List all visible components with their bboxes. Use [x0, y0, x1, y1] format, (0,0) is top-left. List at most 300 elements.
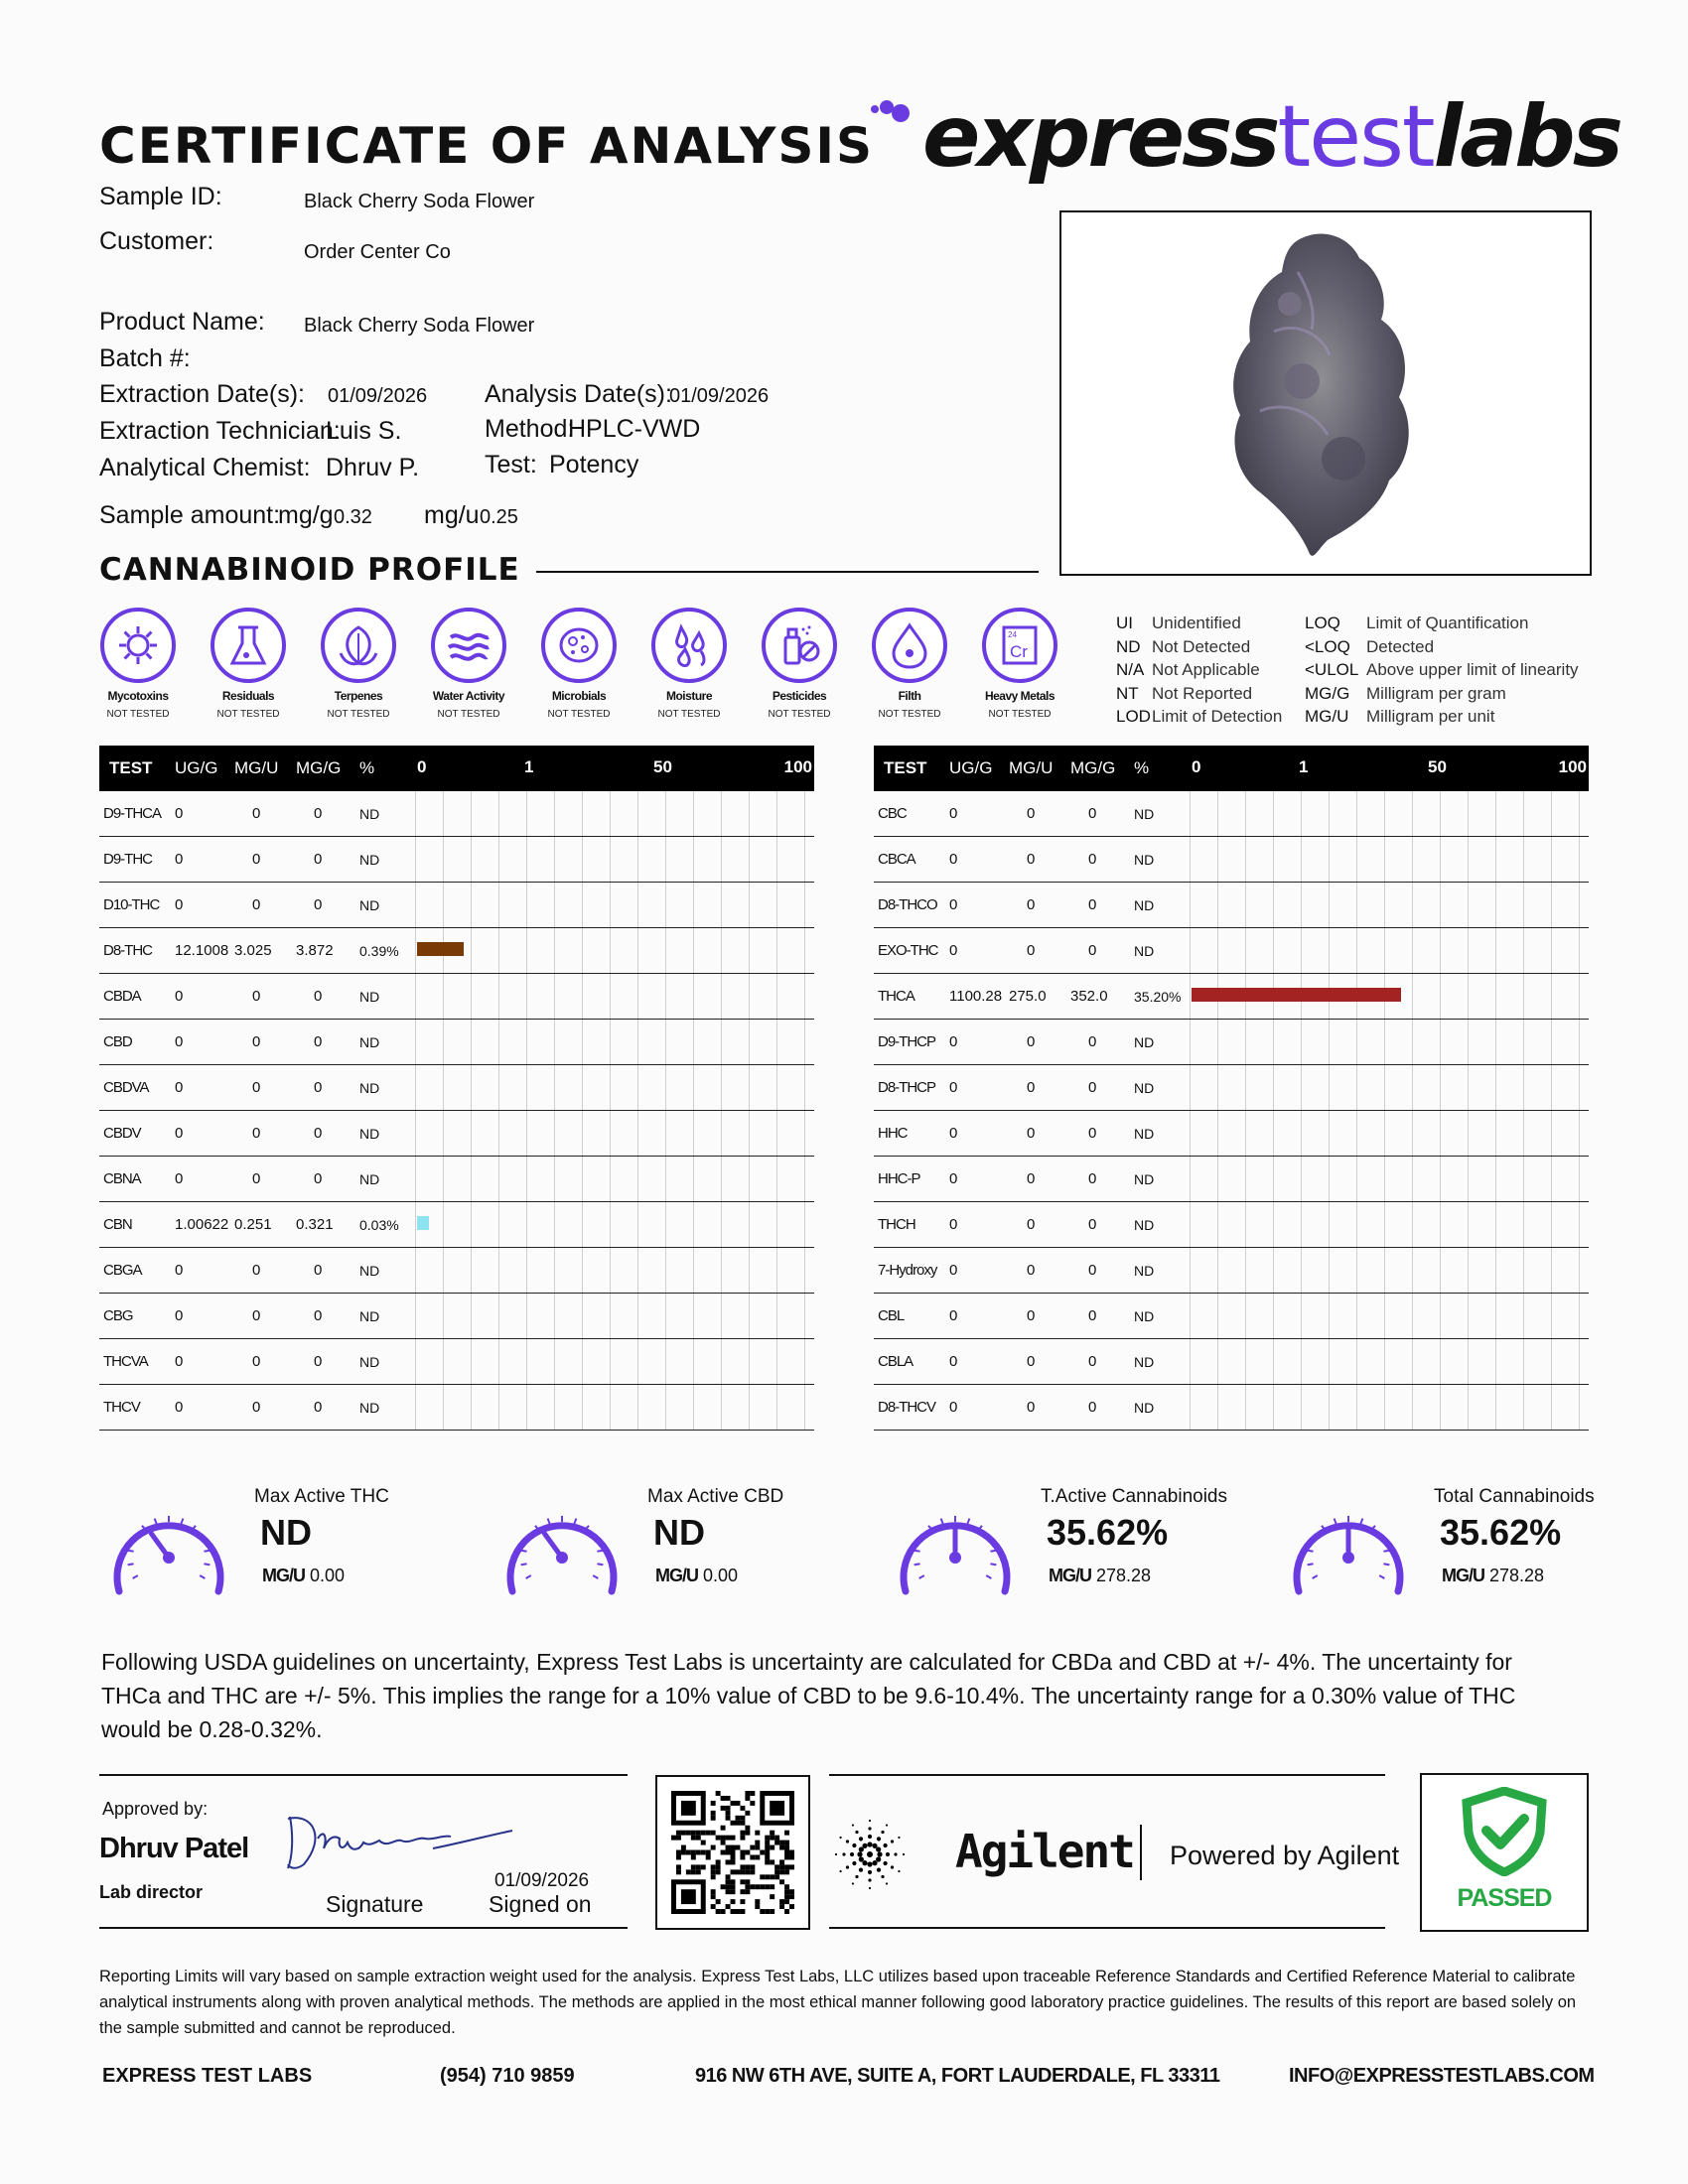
- cell-ugg: 0: [949, 1157, 1009, 1202]
- mgg-label: mg/g: [278, 501, 334, 529]
- cell-mgu: 0: [1009, 1020, 1070, 1065]
- cell-mgu: 0: [234, 1065, 296, 1111]
- cell-bar: [1190, 974, 1589, 1020]
- table-row: [874, 1020, 1589, 1065]
- test-category-microbials: [524, 606, 633, 720]
- gauge-mgu-label: MG/U: [1442, 1566, 1484, 1585]
- cell-pct: ND: [359, 974, 415, 1020]
- column-header-ugg: UG/G: [949, 746, 1009, 791]
- agilent-top-line: [829, 1774, 1385, 1776]
- cell-mgg: 0: [1070, 928, 1134, 974]
- mgu-value: 0.25: [480, 506, 518, 528]
- signature-label: Signature: [326, 1891, 424, 1917]
- legend-abbr: N/A: [1116, 660, 1145, 679]
- cell-test: EXO-THC: [874, 928, 949, 974]
- cell-pct: 0.03%: [359, 1202, 415, 1248]
- cell-mgu: 0: [1009, 791, 1070, 837]
- cell-bar: [1190, 1202, 1589, 1248]
- cell-test: CBDV: [99, 1111, 175, 1157]
- cell-pct: ND: [1134, 1248, 1190, 1294]
- category-status: NOT TESTED: [547, 709, 611, 720]
- cell-pct: ND: [359, 1157, 415, 1202]
- gauge-mgu: [655, 1566, 738, 1586]
- legend-desc: Not Reported: [1152, 683, 1253, 703]
- table-row: [99, 837, 814, 883]
- test-category-water-activity: [414, 606, 523, 720]
- cell-bar: [415, 928, 814, 974]
- legend-entry: [1116, 707, 1282, 727]
- cell-ugg: 0: [949, 928, 1009, 974]
- cell-test: D8-THCV: [874, 1385, 949, 1431]
- table-row: [99, 1202, 814, 1248]
- scale-tick-label: 50: [653, 757, 672, 776]
- cell-pct: ND: [359, 1385, 415, 1431]
- cell-mgg: 0: [1070, 791, 1134, 837]
- legend-desc: Above upper limit of linearity: [1366, 660, 1579, 679]
- cell-test: D10-THC: [99, 883, 175, 928]
- mgu-label: mg/u: [424, 501, 480, 529]
- category-status: NOT TESTED: [437, 709, 500, 720]
- cell-ugg: 0: [949, 1065, 1009, 1111]
- customer-value: Order Center Co: [304, 241, 451, 263]
- cell-mgg: 352.0: [1070, 974, 1134, 1020]
- gauge-caption: T.Active Cannabinoids: [1041, 1486, 1227, 1507]
- cell-bar: [1190, 1294, 1589, 1339]
- cell-test: HHC: [874, 1111, 949, 1157]
- approver-name: Dhruv Patel: [99, 1833, 249, 1864]
- logo-dots-icon: [869, 99, 918, 139]
- page-title: CERTIFICATE OF ANALYSIS: [99, 117, 874, 175]
- cell-mgg: 0: [296, 1385, 359, 1431]
- results-table-right: [874, 746, 1589, 1431]
- cell-mgu: 0: [234, 974, 296, 1020]
- cell-mgg: 0: [1070, 1111, 1134, 1157]
- cell-mgg: 0: [296, 1065, 359, 1111]
- cell-mgg: 0: [296, 1020, 359, 1065]
- cell-mgu: 0.251: [234, 1202, 296, 1248]
- gauge-mgu-value: 278.28: [1091, 1566, 1152, 1585]
- agilent-name: Agilent: [955, 1825, 1134, 1878]
- cell-pct: ND: [1134, 791, 1190, 837]
- cell-ugg: 0: [175, 1294, 234, 1339]
- method-label: Method:: [485, 415, 575, 443]
- test-category-mycotoxins: [83, 606, 193, 720]
- legend-entry: [1305, 684, 1506, 704]
- cell-pct: ND: [359, 1111, 415, 1157]
- cell-mgg: 0: [296, 1294, 359, 1339]
- summary-gauges: [99, 1484, 1595, 1603]
- cell-test: D9-THCA: [99, 791, 175, 837]
- cell-mgu: 0: [1009, 1339, 1070, 1385]
- legend-desc: Detected: [1366, 636, 1435, 656]
- qr-code: [671, 1791, 794, 1914]
- cell-pct: ND: [1134, 1294, 1190, 1339]
- cell-bar: [1190, 791, 1589, 837]
- cell-mgg: 0: [296, 837, 359, 883]
- cell-bar: [1190, 1065, 1589, 1111]
- scale-tick-label: 1: [1299, 757, 1309, 776]
- cell-ugg: 0: [949, 883, 1009, 928]
- gauge-value: ND: [260, 1512, 312, 1553]
- cell-test: CBCA: [874, 837, 949, 883]
- drop-icon: [870, 606, 949, 685]
- microbe-icon: [539, 606, 619, 685]
- cell-mgu: 0: [1009, 1157, 1070, 1202]
- column-header-scale: [415, 746, 814, 791]
- category-name: Water Activity: [432, 689, 505, 703]
- cell-pct: ND: [359, 1020, 415, 1065]
- test-category-residuals: [194, 606, 303, 720]
- cell-mgu: 0: [1009, 1202, 1070, 1248]
- table-row: [874, 1248, 1589, 1294]
- cell-mgg: 0: [1070, 1248, 1134, 1294]
- scale-tick-label: 100: [1558, 757, 1587, 776]
- cell-bar: [415, 883, 814, 928]
- gauge-mgu: [1442, 1566, 1544, 1586]
- cell-test: D8-THC: [99, 928, 175, 974]
- cell-mgu: 0: [234, 1157, 296, 1202]
- gauge-caption: Max Active THC: [254, 1486, 389, 1507]
- cell-ugg: 0: [949, 1248, 1009, 1294]
- cell-ugg: 0: [949, 1339, 1009, 1385]
- cell-test: CBD: [99, 1020, 175, 1065]
- gauge-mgu: [1049, 1566, 1151, 1586]
- legend-desc: Milligram per gram: [1366, 683, 1506, 703]
- table-row: [874, 1385, 1589, 1431]
- cell-bar: [415, 791, 814, 837]
- cell-mgg: 0: [296, 1157, 359, 1202]
- cell-mgu: 0: [234, 1111, 296, 1157]
- agilent-bottom-line: [829, 1927, 1385, 1929]
- cell-ugg: 0: [175, 1065, 234, 1111]
- legend-desc: Unidentified: [1152, 614, 1241, 632]
- footer-address: 916 NW 6TH AVE, SUITE A, FORT LAUDERDALE, FL 33311: [695, 2065, 1220, 2087]
- cell-mgu: 0: [1009, 883, 1070, 928]
- category-name: Residuals: [221, 689, 275, 703]
- legend-entry: [1116, 660, 1260, 680]
- legend-entry: [1116, 637, 1250, 657]
- cell-ugg: 0: [175, 883, 234, 928]
- cell-ugg: 0: [949, 1385, 1009, 1431]
- table-row: [99, 1065, 814, 1111]
- cell-ugg: 0: [175, 791, 234, 837]
- cell-bar: [1190, 1339, 1589, 1385]
- table-row: [874, 883, 1589, 928]
- cell-ugg: 1.00622: [175, 1202, 234, 1248]
- cell-mgu: 0: [1009, 1385, 1070, 1431]
- cell-pct: ND: [1134, 1385, 1190, 1431]
- cell-mgu: 0: [1009, 1065, 1070, 1111]
- cell-mgu: 0: [1009, 928, 1070, 974]
- cell-mgu: 275.0: [1009, 974, 1070, 1020]
- cell-pct: ND: [1134, 1202, 1190, 1248]
- table-row: [874, 1294, 1589, 1339]
- category-name: Filth: [898, 689, 921, 703]
- cell-ugg: 0: [949, 1020, 1009, 1065]
- chemist-label: Analytical Chemist:: [99, 454, 311, 481]
- table-row: [874, 791, 1589, 837]
- legend-desc: Limit of Detection: [1152, 707, 1283, 726]
- cell-ugg: 0: [949, 837, 1009, 883]
- cell-ugg: 0: [175, 1020, 234, 1065]
- cell-bar: [1190, 928, 1589, 974]
- gauge-dial-icon: [498, 1496, 626, 1605]
- legend-abbr: NT: [1116, 683, 1139, 703]
- test-category-pesticides: [745, 606, 854, 720]
- gauge-dial-icon: [1285, 1496, 1412, 1605]
- droplets-icon: [649, 606, 729, 685]
- legend-abbr: ND: [1116, 636, 1141, 656]
- cell-test: CBG: [99, 1294, 175, 1339]
- cell-mgu: 3.025: [234, 928, 296, 974]
- cell-test: CBGA: [99, 1248, 175, 1294]
- table-row: [99, 1339, 814, 1385]
- category-name: Heavy Metals: [984, 689, 1055, 703]
- shield-check-icon: [1457, 1787, 1552, 1876]
- legend-abbr: MG/G: [1305, 683, 1350, 703]
- table-row: [99, 974, 814, 1020]
- cell-pct: ND: [1134, 1020, 1190, 1065]
- cell-ugg: 0: [175, 974, 234, 1020]
- cell-test: CBDVA: [99, 1065, 175, 1111]
- legend-entry: [1305, 614, 1528, 633]
- table-row: [99, 883, 814, 928]
- cell-pct: ND: [1134, 1065, 1190, 1111]
- cell-bar: [1190, 1157, 1589, 1202]
- cannabinoid-profile-title: CANNABINOID PROFILE: [99, 552, 520, 588]
- table-row: [99, 1248, 814, 1294]
- cell-ugg: 0: [175, 1111, 234, 1157]
- test-label: Test:: [485, 451, 537, 478]
- gauge-mgu-value: 0.00: [305, 1566, 346, 1585]
- cell-mgg: 0.321: [296, 1202, 359, 1248]
- cell-mgg: 0: [1070, 1202, 1134, 1248]
- column-header-mgg: MG/G: [1070, 746, 1134, 791]
- cell-bar: [415, 1294, 814, 1339]
- cell-mgu: 0: [1009, 837, 1070, 883]
- legend-entry: [1305, 707, 1494, 727]
- gauge-mgu-label: MG/U: [655, 1566, 698, 1585]
- legend-abbr: MG/U: [1305, 707, 1349, 726]
- cell-test: HHC-P: [874, 1157, 949, 1202]
- cell-ugg: 0: [175, 1248, 234, 1294]
- category-status: NOT TESTED: [878, 709, 941, 720]
- cell-test: CBDA: [99, 974, 175, 1020]
- gauge-mgu: [262, 1566, 345, 1586]
- cell-pct: ND: [1134, 1111, 1190, 1157]
- company-logo: [869, 87, 1620, 187]
- table-row: [874, 837, 1589, 883]
- category-name: Moisture: [665, 689, 712, 703]
- cell-test: 7-Hydroxy: [874, 1248, 949, 1294]
- gauge-2: [886, 1484, 1263, 1603]
- leaf-icon: [319, 606, 398, 685]
- logo-test: test: [1277, 87, 1434, 187]
- svg-text:24: 24: [1008, 630, 1017, 639]
- cell-ugg: 0: [175, 1157, 234, 1202]
- cell-test: CBN: [99, 1202, 175, 1248]
- extraction-date-label: Extraction Date(s):: [99, 380, 306, 408]
- table-row: [874, 1111, 1589, 1157]
- cell-test: D8-THCP: [874, 1065, 949, 1111]
- legend-desc: Limit of Quantification: [1366, 614, 1529, 632]
- legend-entry: [1305, 660, 1579, 680]
- reporting-footnote: Reporting Limits will vary based on sample extraction weight used for the analysis. Express Test Labs, LLC utilizes based upon traceable Reference Standards and Certified Reference Material to calibrate analytical instruments along with proven analytical methods. The methods are applied in the most ethical manner following good laboratory practice guidelines. The results of this report are based solely on the sample submitted and cannot be reproduced.: [99, 1968, 1577, 2037]
- cell-bar: [415, 1385, 814, 1431]
- cell-test: CBLA: [874, 1339, 949, 1385]
- logo-labs: labs: [1433, 87, 1620, 187]
- approval-top-line: [99, 1774, 628, 1776]
- cell-mgg: 0: [296, 1248, 359, 1294]
- test-category-moisture: [634, 606, 744, 720]
- cell-mgu: 0: [234, 1294, 296, 1339]
- legend-desc: Not Applicable: [1152, 660, 1260, 679]
- product-photo: [1059, 210, 1592, 576]
- gauge-mgu-label: MG/U: [1049, 1566, 1091, 1585]
- legend-desc: Milligram per unit: [1366, 707, 1495, 726]
- cell-mgg: 0: [296, 883, 359, 928]
- water-icon: [429, 606, 508, 685]
- category-status: NOT TESTED: [988, 709, 1052, 720]
- column-header-mgu: MG/U: [234, 746, 296, 791]
- cell-pct: ND: [1134, 883, 1190, 928]
- spray-icon: [760, 606, 839, 685]
- cell-ugg: 0: [175, 1385, 234, 1431]
- cell-mgg: 0: [1070, 1065, 1134, 1111]
- test-value: Potency: [549, 451, 639, 478]
- product-label: Product Name:: [99, 308, 265, 336]
- flask-icon: [209, 606, 288, 685]
- gauge-mgu-value: 0.00: [698, 1566, 739, 1585]
- uncertainty-note: Following USDA guidelines on uncertainty, Express Test Labs is uncertainty are calculated for CBDa and CBD at +/- 4%. The uncertainty for THCa and THC are +/- 5%. This implies the range for a 10% value of CBD to be 9.6-10.4%. The uncertainty range for a 0.30% value of THC would be 0.28-0.32%.: [101, 1649, 1516, 1742]
- footer-company: EXPRESS TEST LABS: [102, 2065, 313, 2087]
- product-value: Black Cherry Soda Flower: [304, 315, 535, 337]
- value-bar: [1192, 988, 1401, 1002]
- category-status: NOT TESTED: [106, 709, 170, 720]
- cell-ugg: 0: [949, 1111, 1009, 1157]
- legend-abbr: LOQ: [1305, 614, 1340, 632]
- cell-ugg: 0: [949, 1294, 1009, 1339]
- signed-on-label: Signed on: [489, 1891, 592, 1917]
- technician-value: Luis S.: [326, 417, 402, 445]
- table-row: [874, 928, 1589, 974]
- scale-tick-label: 50: [1428, 757, 1447, 776]
- table-row: [99, 1385, 814, 1431]
- cell-test: THCH: [874, 1202, 949, 1248]
- cell-pct: ND: [1134, 1157, 1190, 1202]
- gauge-mgu-label: MG/U: [262, 1566, 305, 1585]
- gauge-dial-icon: [105, 1496, 232, 1605]
- table-row: [874, 974, 1589, 1020]
- sample-id-label: Sample ID:: [99, 183, 222, 210]
- cell-mgg: 3.872: [296, 928, 359, 974]
- cell-bar: [415, 1157, 814, 1202]
- cell-bar: [1190, 837, 1589, 883]
- cell-bar: [1190, 1385, 1589, 1431]
- method-value: HPLC-VWD: [568, 415, 701, 443]
- cell-mgu: 0: [234, 1339, 296, 1385]
- legend-entry: [1305, 637, 1434, 657]
- table-row: [99, 1157, 814, 1202]
- svg-text:Cr: Cr: [1010, 642, 1028, 661]
- logo-express: express: [922, 87, 1278, 187]
- cell-bar: [1190, 883, 1589, 928]
- qr-code-box[interactable]: [655, 1775, 810, 1930]
- cell-mgu: 0: [1009, 1248, 1070, 1294]
- cell-test: D9-THCP: [874, 1020, 949, 1065]
- test-categories: [83, 606, 1076, 735]
- cell-pct: ND: [359, 791, 415, 837]
- scale-tick-label: 0: [417, 757, 427, 776]
- cell-mgu: 0: [234, 1385, 296, 1431]
- scale-tick-label: 100: [783, 757, 812, 776]
- column-header-scale: [1190, 746, 1589, 791]
- category-status: NOT TESTED: [657, 709, 721, 720]
- cell-mgg: 0: [296, 1111, 359, 1157]
- cell-mgg: 0: [296, 791, 359, 837]
- table-row: [874, 1202, 1589, 1248]
- column-header-mgg: MG/G: [296, 746, 359, 791]
- table-row: [99, 1111, 814, 1157]
- legend-abbr: UI: [1116, 614, 1133, 632]
- cell-bar: [415, 1111, 814, 1157]
- column-header-test: TEST: [874, 746, 949, 791]
- cell-mgu: 0: [234, 883, 296, 928]
- table-row: [99, 791, 814, 837]
- cell-pct: ND: [1134, 1339, 1190, 1385]
- test-category-heavy-metals: [965, 606, 1074, 720]
- footer-phone[interactable]: (954) 710 9859: [440, 2065, 575, 2087]
- table-row: [874, 1065, 1589, 1111]
- gauge-value: 35.62%: [1047, 1512, 1169, 1553]
- category-status: NOT TESTED: [216, 709, 280, 720]
- analysis-date-value: 01/09/2026: [669, 385, 770, 407]
- cell-pct: ND: [359, 1339, 415, 1385]
- approver-role: Lab director: [99, 1882, 204, 1902]
- column-header-test: TEST: [99, 746, 175, 791]
- mgg-value: 0.32: [334, 506, 372, 528]
- cell-mgu: 0: [234, 837, 296, 883]
- batch-label: Batch #:: [99, 344, 191, 372]
- cell-bar: [415, 1248, 814, 1294]
- cell-test: D9-THC: [99, 837, 175, 883]
- cell-bar: [415, 974, 814, 1020]
- cell-bar: [1190, 1020, 1589, 1065]
- cell-bar: [1190, 1111, 1589, 1157]
- results-table-left: [99, 746, 814, 1431]
- legend-abbr: <LOQ: [1305, 636, 1350, 656]
- cell-test: CBL: [874, 1294, 949, 1339]
- sample-amount-label: Sample amount:: [99, 501, 281, 529]
- analysis-date-label: Analysis Date(s):: [485, 380, 672, 408]
- gauge-value: 35.62%: [1440, 1512, 1562, 1553]
- agilent-spark-icon: [830, 1815, 910, 1894]
- mycotoxins-icon: [98, 606, 178, 685]
- cell-mgg: 0: [1070, 1339, 1134, 1385]
- test-category-filth: [855, 606, 964, 720]
- approval-bottom-line: [99, 1927, 628, 1929]
- legend-abbr: <ULOL: [1305, 660, 1359, 679]
- gauge-mgu-value: 278.28: [1484, 1566, 1545, 1585]
- table-row: [99, 1020, 814, 1065]
- cell-ugg: 0: [175, 1339, 234, 1385]
- chemist-value: Dhruv P.: [326, 454, 420, 481]
- cell-pct: 35.20%: [1134, 974, 1190, 1020]
- cell-pct: ND: [359, 837, 415, 883]
- category-name: Mycotoxins: [107, 689, 169, 703]
- gauge-caption: Max Active CBD: [647, 1486, 784, 1507]
- footer-email[interactable]: INFO@EXPRESSTESTLABS.COM: [1289, 2065, 1595, 2087]
